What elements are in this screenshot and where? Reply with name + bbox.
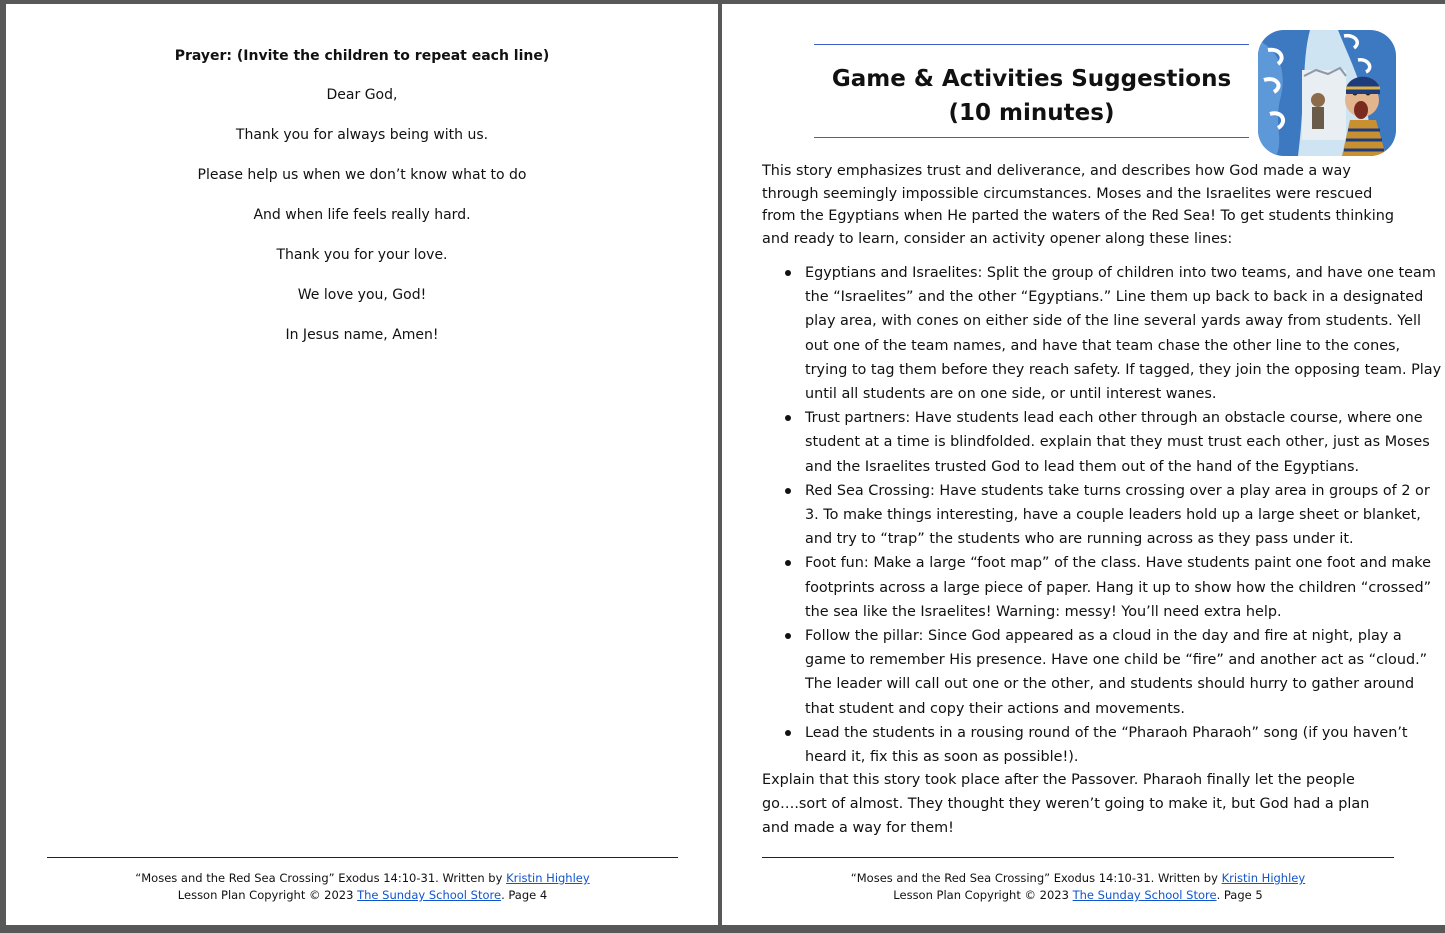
prayer-line: In Jesus name, Amen! xyxy=(285,327,439,343)
footer-divider xyxy=(47,857,678,858)
list-item: Red Sea Crossing: Have students take turns crossing over a play area in groups of 2 or 3. To make things interesting, have a couple leaders hold up a large sheet or blanket, and try to “trap” the students who are running across as they pass under it. xyxy=(805,479,1445,552)
list-item: Egyptians and Israelites: Split the group of children into two teams, and have one team the “Israelites” and the other “Egyptians.” Line them up back to back in a designated play area, with cones on either side of the line several yards away from students. Yell out one of the team names, and have that team chase the other line to the cones, trying to tag them before they reach safety. If tagged, they join the opposing team. Play until all students are on one side, or until interest wanes. xyxy=(805,261,1445,406)
page-footer xyxy=(47,870,678,904)
heading-duration: (10 minutes) xyxy=(948,100,1115,126)
prayer-line: Dear God, xyxy=(326,87,398,103)
page-footer xyxy=(762,870,1394,904)
footer-line-2 xyxy=(762,887,1394,904)
prayer-line: And when life feels really hard. xyxy=(253,207,471,223)
footer-citation: “Moses and the Red Sea Crossing” Exodus 14:10-31. Written by xyxy=(135,871,507,885)
author-link[interactable]: Kristin Highley xyxy=(506,871,590,885)
closing-paragraph: Explain that this story took place after the Passover. Pharaoh finally let the people go….sort of almost. They thought they weren’t going to make it, but God had a plan and made a way for them! xyxy=(762,772,1370,837)
store-link[interactable]: The Sunday School Store xyxy=(1072,888,1217,902)
red-sea-illustration xyxy=(1258,30,1396,156)
footer-copyright: Lesson Plan Copyright © 2023 xyxy=(893,888,1073,902)
footer-divider xyxy=(762,857,1394,858)
document-page-5 xyxy=(722,4,1445,925)
prayer-line: We love you, God! xyxy=(297,287,427,303)
footer-line-1 xyxy=(47,870,678,887)
footer-line-1 xyxy=(762,870,1394,887)
heading-rule-top xyxy=(814,44,1249,45)
document-page-4 xyxy=(6,4,718,925)
author-link[interactable]: Kristin Highley xyxy=(1221,871,1306,885)
prayer-line: Thank you for your love. xyxy=(276,247,448,263)
prayer-lines xyxy=(6,88,718,368)
page-number: . Page 4 xyxy=(501,888,548,902)
list-item: Foot fun: Make a large “foot map” of the class. Have students paint one foot and make footprints across a large piece of paper. Hang it up to show how the children “crossed” the sea like the Israelites! Warning: messy! You’ll need extra help. xyxy=(805,551,1445,624)
list-item: Trust partners: Have students lead each other through an obstacle course, where one student at a time is blindfolded. explain that they must trust each other, just as Moses and the Israelites trusted God to lead them out of the hand of the Egyptians. xyxy=(805,406,1445,479)
page-number: . Page 5 xyxy=(1216,888,1263,902)
intro-paragraph: This story emphasizes trust and deliverance, and describes how God made a way through seemingly impossible circumstances. Moses and the Israelites were rescued from the Egyptians when He parted the waters of the Red Sea! To get students thinking and ready to learn, consider an activity opener along these lines: xyxy=(762,163,1394,247)
heading-title: Game & Activities Suggestions xyxy=(831,66,1232,92)
section-heading xyxy=(814,62,1249,130)
prayer-line: Thank you for always being with us. xyxy=(235,127,489,143)
list-item: Follow the pillar: Since God appeared as a cloud in the day and fire at night, play a game to remember His presence. Have one child be “fire” and another act as “cloud.” The leader will call out one or the other, and students should hurry to gather around that student and copy their actions and movements. xyxy=(805,624,1445,721)
list-item: Lead the students in a rousing round of the “Pharaoh Pharaoh” song (if you haven’t heard it, fix this as soon as possible!). xyxy=(805,721,1445,769)
prayer-title: Prayer: (Invite the children to repeat each line) xyxy=(174,48,550,64)
footer-citation: “Moses and the Red Sea Crossing” Exodus 14:10-31. Written by xyxy=(850,871,1222,885)
heading-rule-bottom xyxy=(814,137,1249,138)
store-link[interactable]: The Sunday School Store xyxy=(357,888,502,902)
footer-line-2 xyxy=(47,887,678,904)
footer-copyright: Lesson Plan Copyright © 2023 xyxy=(177,888,358,902)
activity-list xyxy=(762,261,1445,769)
prayer-line: Please help us when we don’t know what to do xyxy=(197,167,527,183)
